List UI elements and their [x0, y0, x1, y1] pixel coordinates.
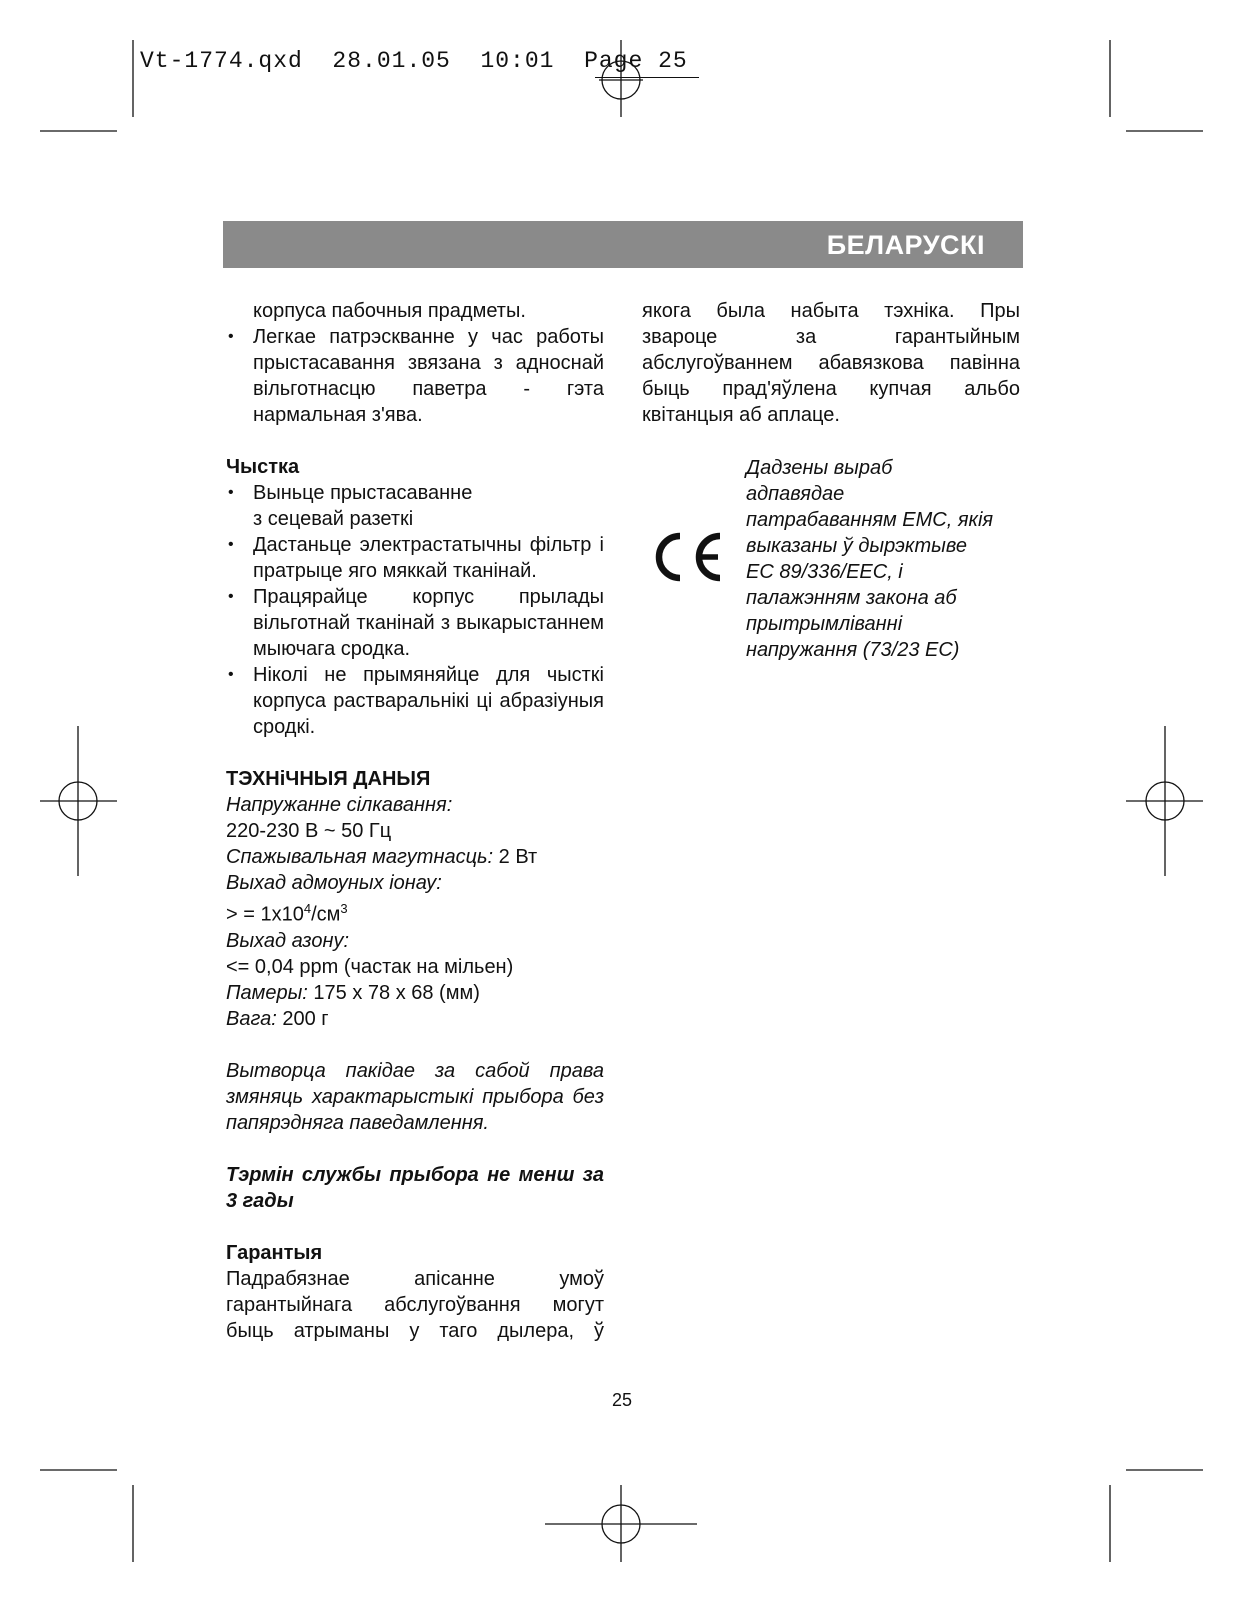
ce-line: напружання (73/23 ЕС)	[746, 639, 960, 661]
ozone-label: Выхад азону:	[226, 929, 350, 952]
list-item: • Легкае патрэскванне у час работы прыстасавання звязана з адноснай вільготнасцю паветра - гэта нармальная з'ява.	[226, 324, 604, 428]
left-column	[226, 298, 604, 1344]
weight-value: 200 г	[276, 1007, 329, 1030]
ozone-value: <= 0,04 ppm (частак на мільен)	[226, 955, 514, 978]
voltage-value: 220-230 В ~ 50 Гц	[226, 820, 392, 842]
right-column	[642, 298, 1020, 428]
size-spec	[226, 980, 604, 1006]
ce-line: палажэнням закона аб	[746, 587, 957, 609]
ion-exponent: 4	[303, 901, 312, 916]
ce-line: Дадзены выраб	[746, 457, 893, 479]
list-item: • Дастаньце электрастатычны фільтр і пратрыце яго мяккай тканінай.	[226, 532, 604, 584]
weight-spec	[226, 1006, 604, 1032]
warranty-heading: Гарантыя	[226, 1241, 323, 1264]
ion-unit: /см	[311, 903, 341, 926]
ion-label: Выхад адмоуных іонау:	[226, 872, 442, 894]
voltage-label: Напружанне сілкавання:	[226, 794, 453, 816]
specs-heading: ТЭХНiЧНЫЯ ДАНЫЯ	[226, 768, 431, 790]
weight-label: Вага:	[226, 1007, 277, 1030]
cleaning-list	[226, 480, 604, 506]
list-item: • Ніколі не прымяняйце для чысткі корпуса растваральнікі ці абразіуныя сродкі.	[226, 662, 604, 740]
ce-mark-icon	[650, 530, 724, 584]
ce-line: прытрымліванні	[746, 613, 903, 635]
power-spec	[226, 844, 604, 870]
size-value: 175 х 78 х 68 (мм)	[307, 981, 480, 1004]
disclaimer-text: Вытворца пакідае за сабой права змяняць характарыстыкі прыбора без папярэдняга паведамлення.	[226, 1059, 604, 1134]
cleaning-heading: Чыстка	[226, 456, 300, 478]
language-header-band	[223, 221, 1023, 268]
intro-line: корпуса пабочныя прадметы.	[253, 300, 526, 322]
ce-line: патрабаванням ЕМС, якія	[746, 509, 994, 531]
ce-compliance-text	[746, 455, 1036, 663]
size-label: Памеры:	[226, 981, 308, 1004]
list-item-continuation: з сецевай разеткі	[253, 508, 414, 530]
cleaning-list-cont	[226, 532, 604, 740]
power-value: 2 Вт	[493, 846, 538, 868]
ion-unit-exponent: 3	[340, 901, 348, 916]
page-number: 25	[611, 1390, 633, 1410]
ce-line: ЕС 89/336/ЕЕС, і	[746, 561, 903, 583]
ce-line: выказаны ў дырэктыве	[746, 535, 967, 557]
intro-bullet-list	[226, 324, 604, 428]
list-item: • Выньце прыстасаванне	[226, 480, 604, 506]
list-item: • Працярайце корпус прылады вільготнай тканінай з выкарыстаннем мыючага сродка.	[226, 584, 604, 662]
ion-value	[226, 896, 604, 928]
service-life-text: Тэрмін службы прыбора не менш за 3 гады	[226, 1163, 604, 1212]
warranty-continuation: якога была набыта тэхніка. Пры звароце за гарантыйным абслугоўваннем абавязкова павінна быць прад'яўлена купчая альбо квітанцыя аб аплаце.	[642, 300, 1020, 426]
print-slug: Vt-1774.qxd 28.01.05 10:01 Page 25	[140, 48, 688, 74]
ce-line: адпавядае	[746, 483, 845, 505]
ion-value-text: > = 1x10	[226, 903, 304, 926]
power-label: Спажывальная магутнасць:	[226, 846, 494, 868]
language-title: БЕЛАРУСКI	[826, 230, 985, 260]
warranty-text: Падрабязнае апісанне умоў гарантыйнага абслугоўвання могут быць атрыманы у таго дылера, ў	[226, 1267, 604, 1342]
